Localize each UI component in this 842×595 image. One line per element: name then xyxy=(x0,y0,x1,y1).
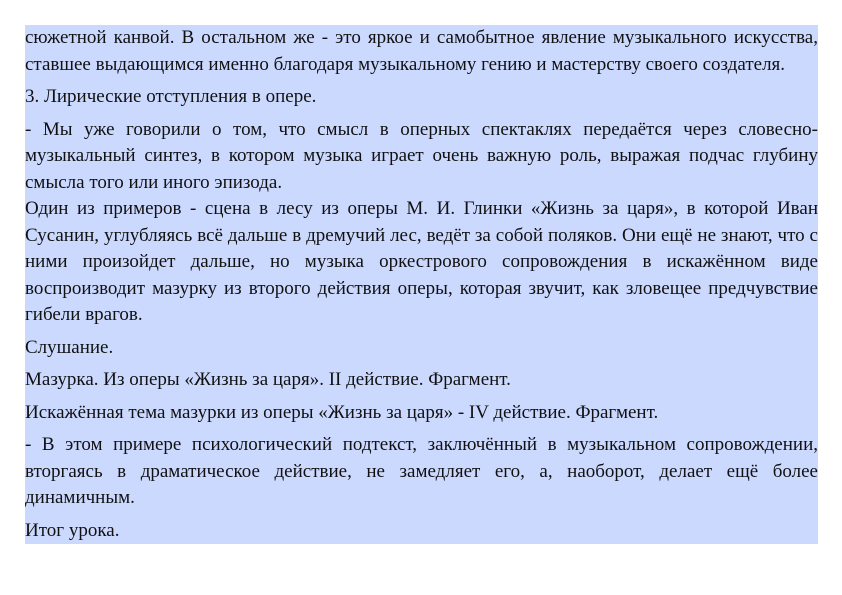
paragraph-intro-continuation: сюжетной канвой. В остальном же - это яркое и самобытное явление музыкального искусства, ставшее выдающимся именно благодаря музыкальному гению и мастерству своего создателя. xyxy=(25,27,818,75)
paragraph-mazurka-act-two: Мазурка. Из оперы «Жизнь за царя». II действие. Фрагмент. xyxy=(25,369,511,390)
paragraph-psychological-subtext: - В этом примере психологический подтекст, заключённый в музыкальном сопровождении, вторгаясь в драматическое действие, не замедляет его, а, наоборот, делает ещё более динамичным. xyxy=(25,434,818,508)
paragraph-forest-scene-example: Один из примеров - сцена в лесу из оперы М. И. Глинки «Жизнь за царя», в которой Иван Сусанин, углубляясь всё дальше в дремучий лес, ведёт за собой поляков. Они ещё не знают, что с ними произойдет дальше, но музыка оркестрового сопровождения в искажённом виде воспроизводит мазурку из второго действия оперы, которая звучит, как зловещее предчувствие гибели врагов. xyxy=(25,198,818,325)
section-heading-lyrical-digressions: 3. Лирические отступления в опере. xyxy=(25,86,317,107)
document-text-block xyxy=(25,25,818,544)
paragraph-lesson-summary: Итог урока. xyxy=(25,519,120,541)
paragraph-verbal-musical-synthesis: - Мы уже говорили о том, что смысл в оперных спектаклях передаётся через словесно-музыкальный синтез, в котором музыка играет очень важную роль, выражая подчас глубину смысла того или иного эпизода. xyxy=(25,118,818,193)
paragraph-mazurka-act-four: Искажённая тема мазурки из оперы «Жизнь за царя» - IV действие. Фрагмент. xyxy=(25,401,659,423)
paragraph-listening: Слушание. xyxy=(25,336,114,358)
